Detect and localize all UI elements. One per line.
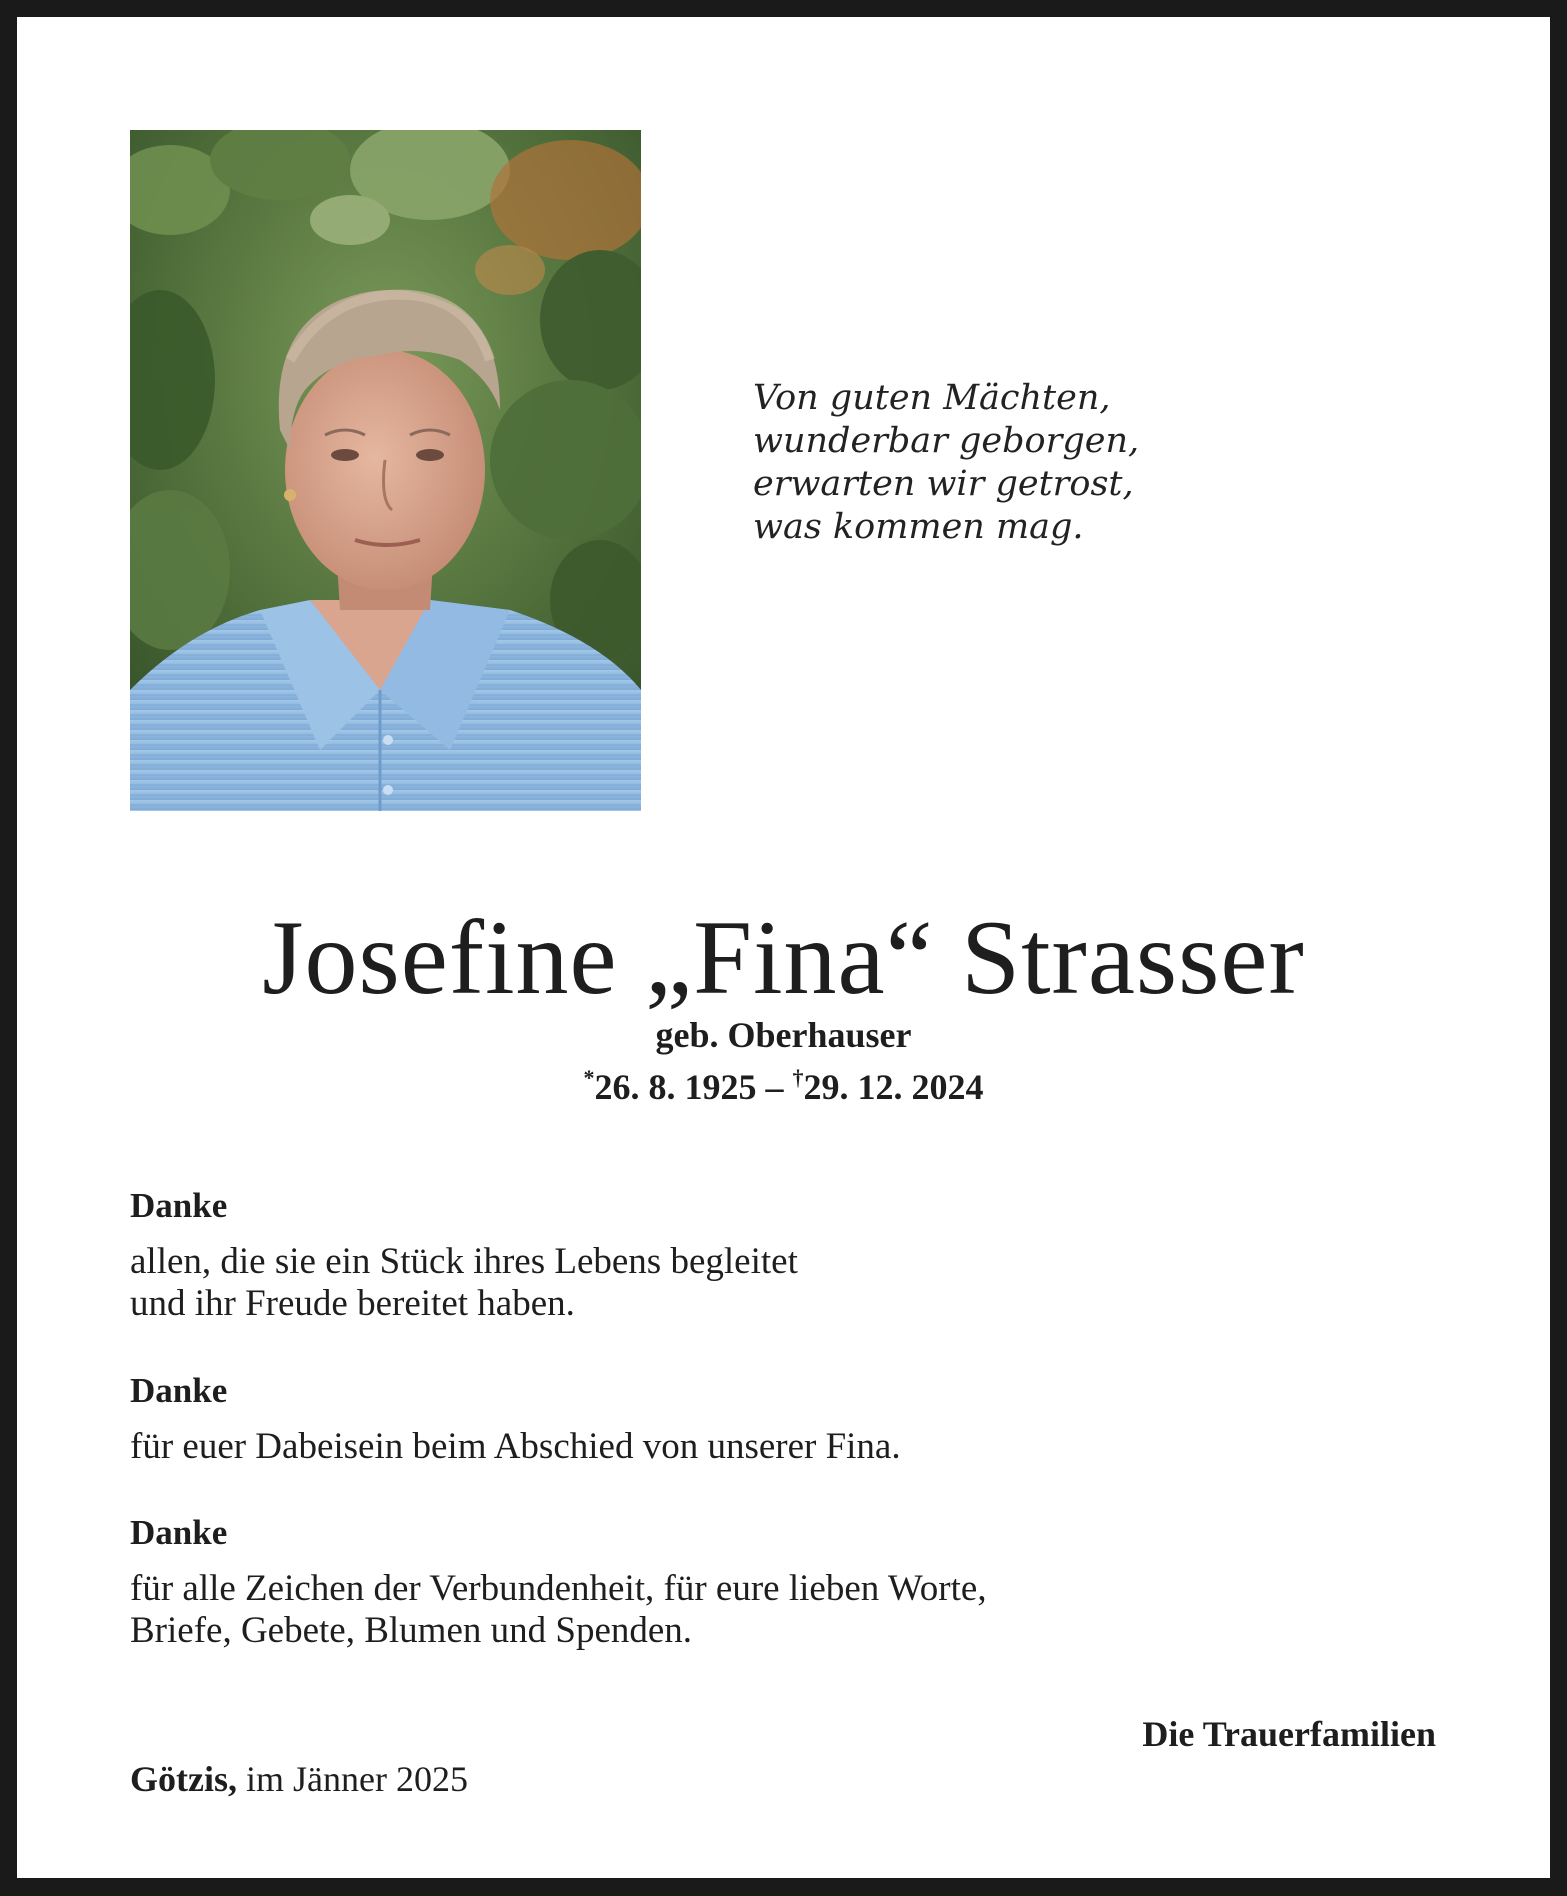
portrait-photo [130, 130, 641, 811]
place: Götzis, [130, 1759, 237, 1799]
thanks-text: allen, die sie ein Stück ihres Lebens begleitet [130, 1241, 798, 1282]
thanks-block-3 [130, 1512, 1330, 1652]
signature: Die Trauerfamilien [1142, 1714, 1436, 1754]
deceased-name: Josefine „Fina“ Strasser [262, 899, 1305, 1016]
quote-line: Von guten Mächten, [753, 378, 1111, 418]
thanks-text: für euer Dabeisein beim Abschied von unserer Fina. [130, 1426, 901, 1467]
life-dates [40, 1056, 1527, 1109]
thanks-heading: Danke [130, 1371, 228, 1410]
death-date: 29. 12. 2024 [803, 1067, 984, 1107]
death-symbol: † [792, 1065, 804, 1090]
thanks-block-1 [130, 1185, 1330, 1325]
portrait-illustration [130, 130, 641, 811]
date-separator: – [765, 1067, 784, 1107]
thanks-block-2 [130, 1370, 1330, 1468]
thanks-text: Briefe, Gebete, Blumen und Spenden. [130, 1610, 693, 1651]
thanks-text: für alle Zeichen der Verbundenheit, für eure lieben Worte, [130, 1568, 987, 1609]
quote-line: was kommen mag. [753, 507, 1084, 547]
thanks-heading: Danke [130, 1186, 228, 1225]
place-and-date [130, 1757, 468, 1801]
quote-line: wunderbar geborgen, [753, 421, 1140, 461]
thanks-text: und ihr Freude bereitet haben. [130, 1283, 575, 1324]
date: im Jänner 2025 [245, 1759, 468, 1799]
quote-line: erwarten wir getrost, [753, 464, 1134, 504]
birth-symbol: * [583, 1065, 595, 1090]
thanks-heading: Danke [130, 1513, 228, 1552]
memorial-quote [753, 377, 1273, 549]
maiden-name: geb. Oberhauser [655, 1015, 912, 1055]
birth-date: 26. 8. 1925 [594, 1067, 757, 1107]
